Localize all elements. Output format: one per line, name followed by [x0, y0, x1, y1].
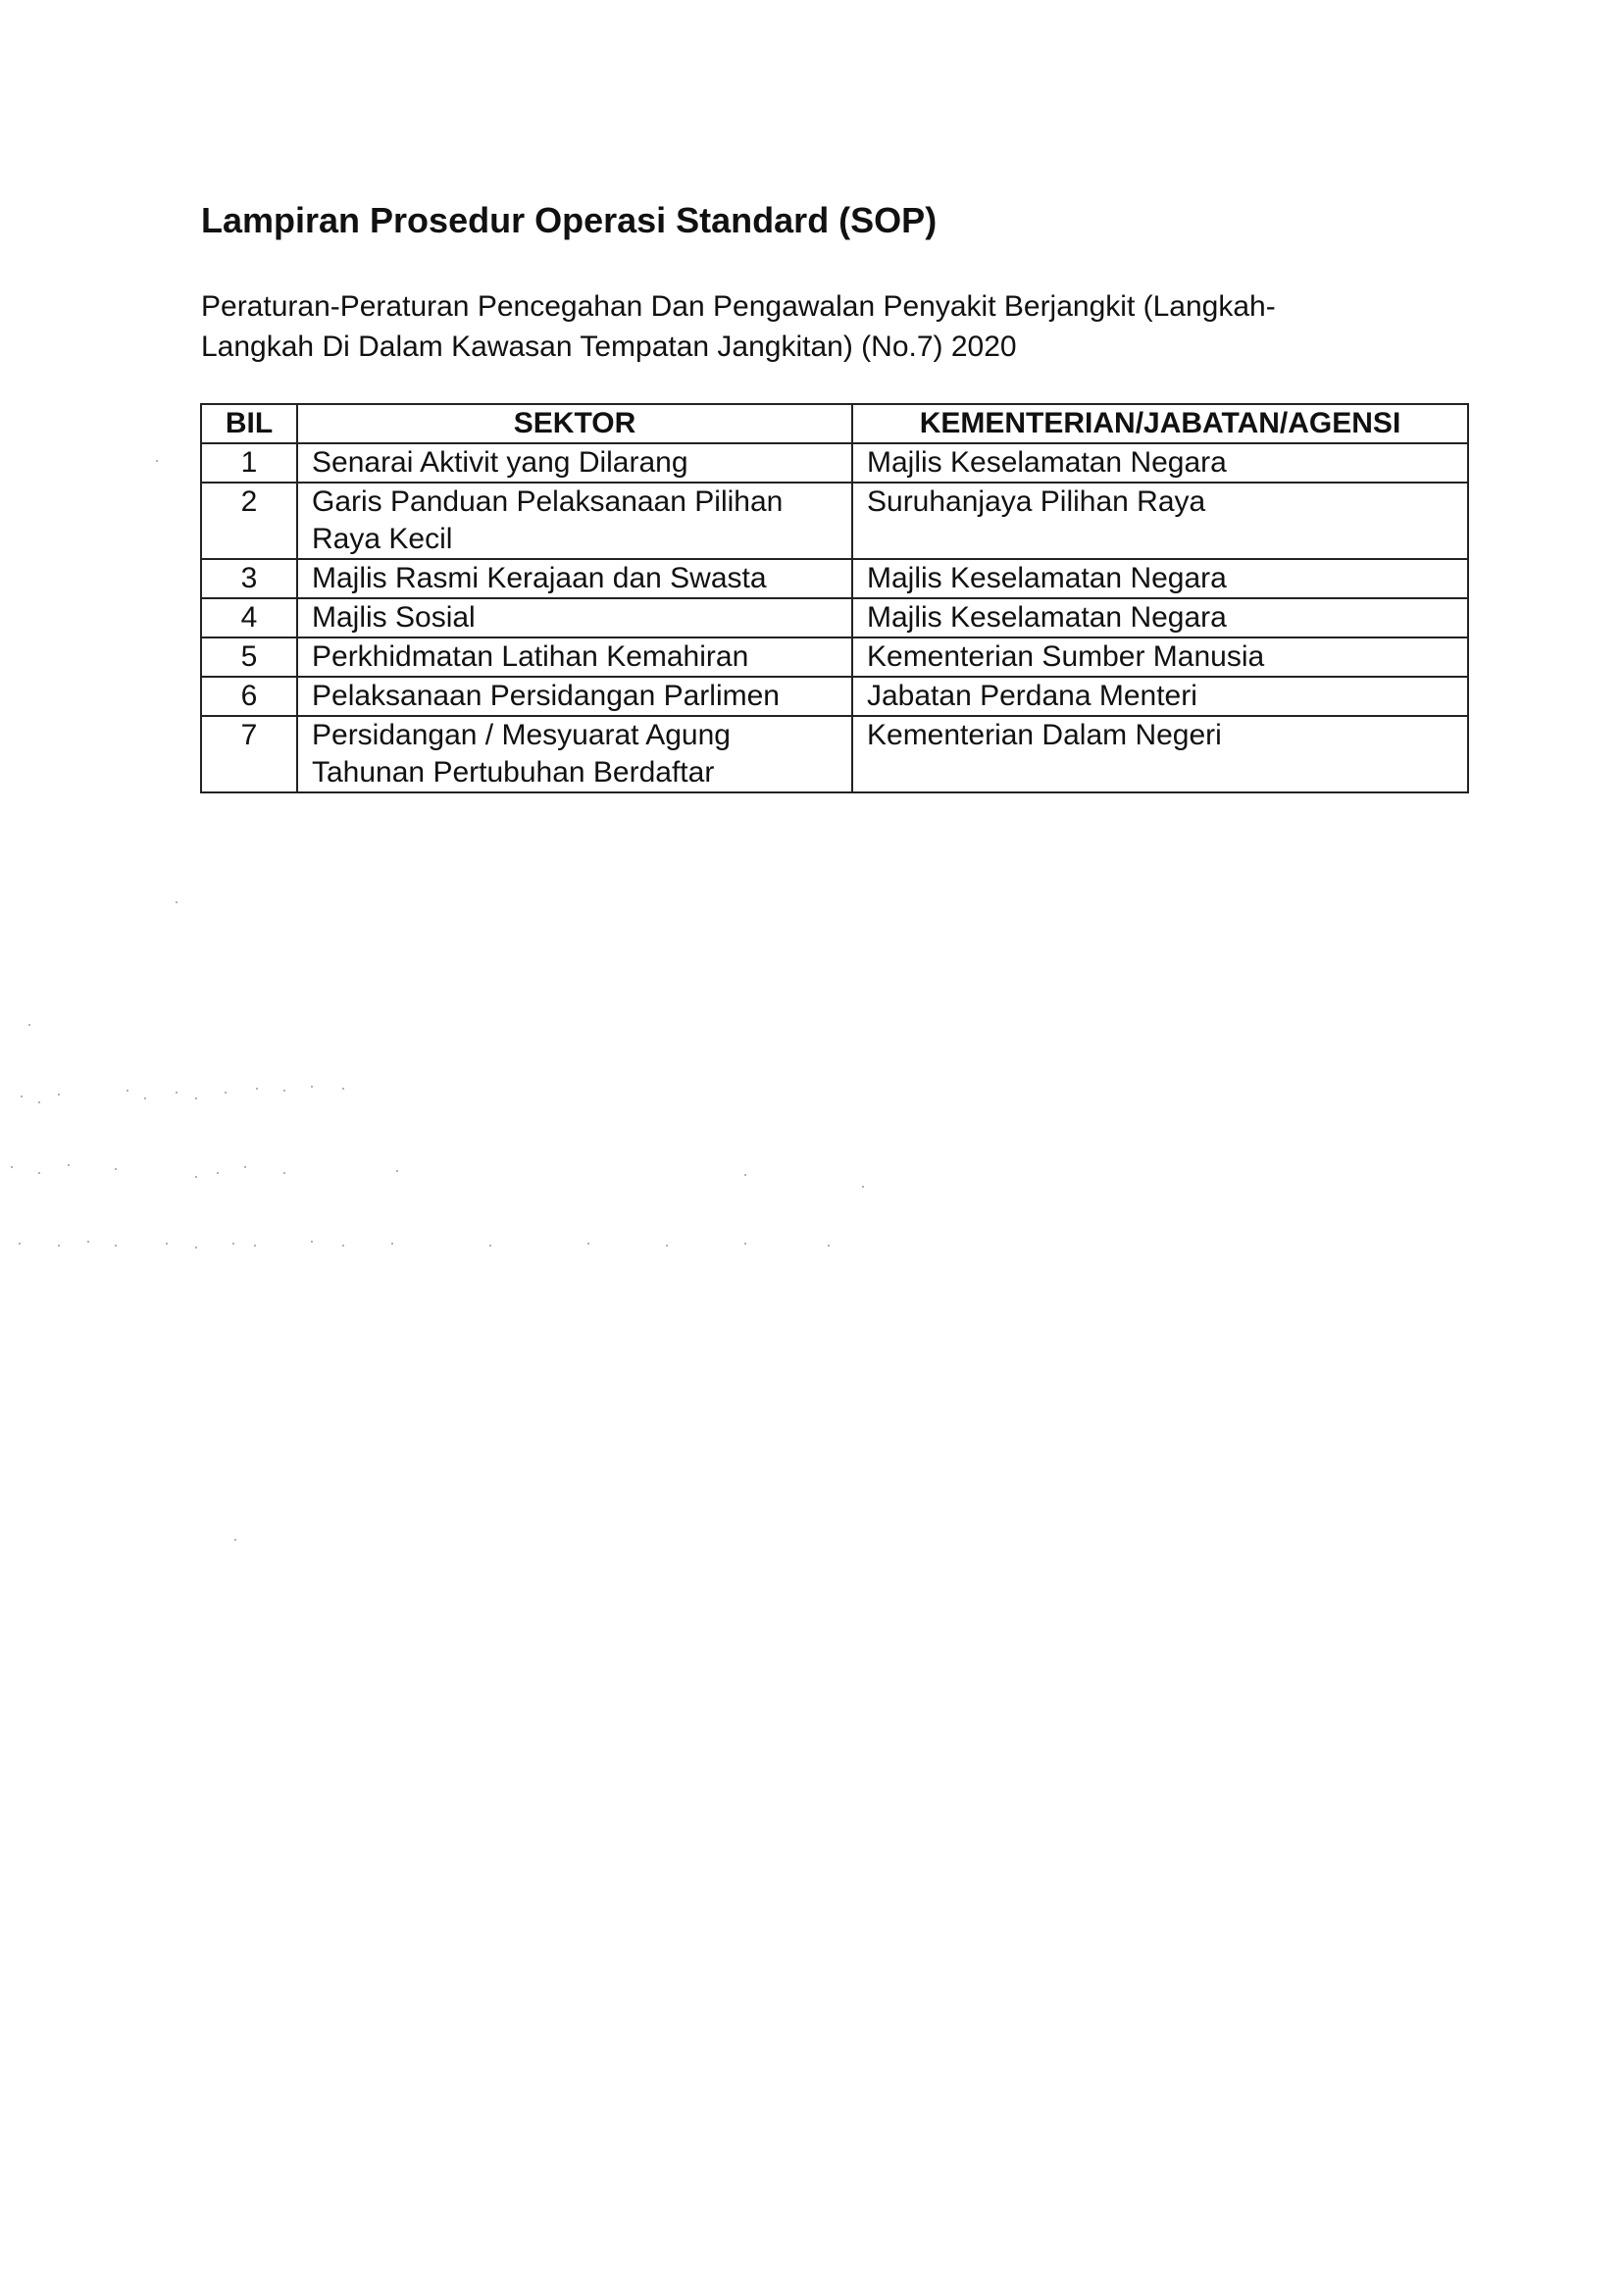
cell-sektor [297, 677, 852, 716]
cell-sektor [297, 483, 852, 559]
table-row [201, 716, 1468, 792]
cell-bil: 4 [201, 598, 297, 637]
header-agensi: KEMENTERIAN/JABATAN/AGENSI [852, 404, 1468, 443]
cell-bil: 3 [201, 559, 297, 598]
cell-agensi: Suruhanjaya Pilihan Raya [852, 483, 1468, 559]
cell-agensi: Majlis Keselamatan Negara [852, 598, 1468, 637]
table-row [201, 598, 1468, 637]
subtitle-line-2: Langkah Di Dalam Kawasan Tempatan Jangkitan) (No.7) 2020 [201, 331, 1017, 363]
sektor-line: Garis Panduan Pelaksanaan Pilihan [312, 485, 784, 518]
sektor-line: Pelaksanaan Persidangan Parlimen [312, 680, 780, 712]
subtitle-line-1: Peraturan-Peraturan Pencegahan Dan Pengawalan Penyakit Berjangkit (Langkah- [201, 290, 1276, 323]
sektor-line: Tahunan Pertubuhan Berdaftar [312, 756, 715, 789]
sektor-line: Majlis Rasmi Kerajaan dan Swasta [312, 562, 767, 594]
cell-bil: 1 [201, 443, 297, 483]
table-row [201, 677, 1468, 716]
cell-bil: 2 [201, 483, 297, 559]
table-header-row [201, 404, 1468, 443]
cell-agensi: Kementerian Dalam Negeri [852, 716, 1468, 792]
cell-agensi: Kementerian Sumber Manusia [852, 637, 1468, 677]
page-title: Lampiran Prosedur Operasi Standard (SOP) [201, 200, 938, 240]
cell-agensi: Jabatan Perdana Menteri [852, 677, 1468, 716]
table-row [201, 637, 1468, 677]
header-bil: BIL [201, 404, 297, 443]
cell-sektor [297, 637, 852, 677]
header-sektor: SEKTOR [297, 404, 852, 443]
cell-bil: 6 [201, 677, 297, 716]
sektor-line: Persidangan / Mesyuarat Agung [312, 719, 731, 751]
sektor-line: Senarai Aktivit yang Dilarang [312, 446, 688, 479]
cell-agensi: Majlis Keselamatan Negara [852, 443, 1468, 483]
cell-sektor [297, 443, 852, 483]
sektor-line: Majlis Sosial [312, 601, 476, 634]
sop-table [200, 403, 1469, 793]
cell-bil: 5 [201, 637, 297, 677]
table-row [201, 559, 1468, 598]
cell-sektor [297, 559, 852, 598]
cell-agensi: Majlis Keselamatan Negara [852, 559, 1468, 598]
table-row [201, 443, 1468, 483]
sektor-line: Perkhidmatan Latihan Kemahiran [312, 640, 749, 673]
document-subtitle [201, 286, 1437, 367]
table-row [201, 483, 1468, 559]
cell-sektor [297, 598, 852, 637]
cell-bil: 7 [201, 716, 297, 792]
cell-sektor [297, 716, 852, 792]
sektor-line: Raya Kecil [312, 523, 453, 555]
